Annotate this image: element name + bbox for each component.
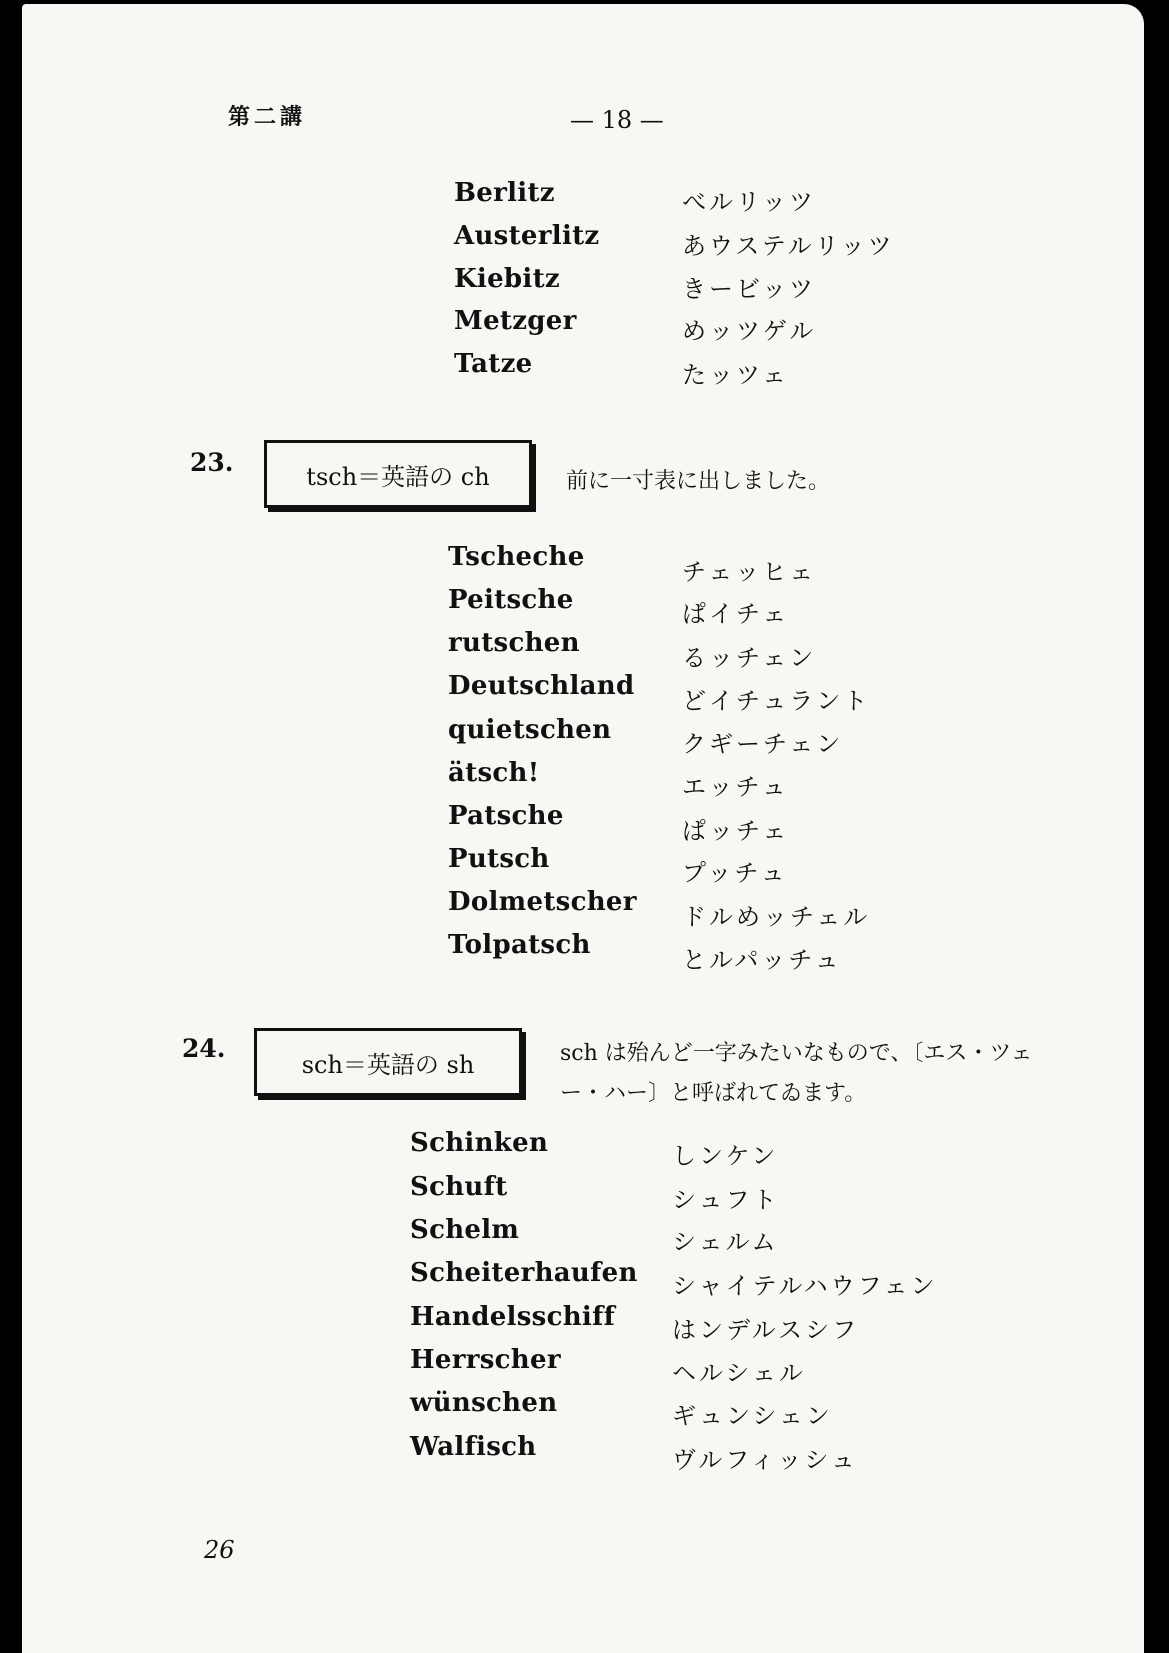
page-number-footer: 26 [204, 1536, 235, 1564]
katakana-reading: シェルム [672, 1228, 779, 1256]
katakana-reading: ヴルフィッシュ [672, 1446, 858, 1474]
section-note-24: sch は殆んど一字みたいなもので、〔エス・ツェー・ハー〕と呼ばれてゐます。 [560, 1041, 1033, 1106]
german-word: quietschen [448, 715, 612, 745]
rule-box-23 [264, 440, 532, 508]
german-word: Patsche [448, 801, 564, 831]
german-word: Handelsschiff [410, 1302, 616, 1332]
rule-text: sch＝英語の sh [301, 1050, 475, 1079]
katakana-reading: しンケン [672, 1142, 779, 1170]
katakana-reading: どイチュラント [682, 687, 871, 715]
rule-box-24 [254, 1028, 522, 1096]
katakana-reading: ぱッチェ [682, 817, 790, 845]
katakana-reading: めッツゲル [682, 317, 817, 345]
katakana-reading: ギュンシェン [672, 1402, 833, 1430]
german-word: Schuft [410, 1172, 508, 1202]
german-word: Schelm [410, 1215, 520, 1245]
german-word: Austerlitz [454, 221, 600, 251]
katakana-reading: ヘルシェル [672, 1359, 806, 1387]
section-note-23: 前に一寸表に出しました。 [566, 469, 831, 494]
katakana-reading: べルリッツ [682, 188, 817, 216]
katakana-reading: プッチュ [682, 859, 788, 887]
german-word: Scheiterhaufen [410, 1258, 638, 1288]
german-word: Herrscher [410, 1345, 561, 1375]
german-word: Kiebitz [454, 264, 560, 294]
page-number-header: — 18 — [570, 106, 664, 134]
katakana-reading: はンデルスシフ [672, 1316, 860, 1344]
section-number-23: 23. [190, 448, 234, 477]
katakana-reading: クギーチェン [682, 730, 844, 758]
german-word: ätsch! [448, 758, 540, 788]
german-word: Deutschland [448, 671, 635, 701]
german-word: Tatze [454, 349, 533, 379]
chapter-heading: 第二講 [228, 104, 307, 130]
katakana-reading: シャイテルハウフェン [672, 1272, 938, 1300]
katakana-reading: きービッツ [682, 275, 817, 303]
katakana-reading: とルパッチュ [682, 946, 842, 974]
rule-text: tsch＝英語の ch [306, 462, 490, 491]
katakana-reading: ぱイチェ [682, 600, 790, 628]
section-number-24: 24. [182, 1034, 226, 1063]
german-word: Tscheche [448, 542, 585, 572]
german-word: Tolpatsch [448, 930, 591, 960]
katakana-reading: るッチェン [682, 644, 817, 672]
german-word: Berlitz [454, 178, 555, 208]
katakana-reading: シュフト [672, 1186, 780, 1214]
german-word: rutschen [448, 628, 580, 658]
german-word: Schinken [410, 1128, 549, 1158]
german-word: Metzger [454, 306, 577, 336]
katakana-reading: あウステルリッツ [682, 232, 895, 260]
german-word: Peitsche [448, 585, 574, 615]
katakana-reading: チェッヒェ [682, 558, 817, 586]
german-word: Dolmetscher [448, 887, 637, 917]
katakana-reading: ドルめッチェル [682, 903, 871, 931]
german-word: wünschen [410, 1388, 558, 1418]
german-word: Putsch [448, 844, 550, 874]
german-word: Walfisch [410, 1432, 537, 1462]
katakana-reading: たッツェ [682, 361, 790, 389]
katakana-reading: エッチュ [682, 773, 789, 801]
document-page [22, 4, 1144, 1653]
